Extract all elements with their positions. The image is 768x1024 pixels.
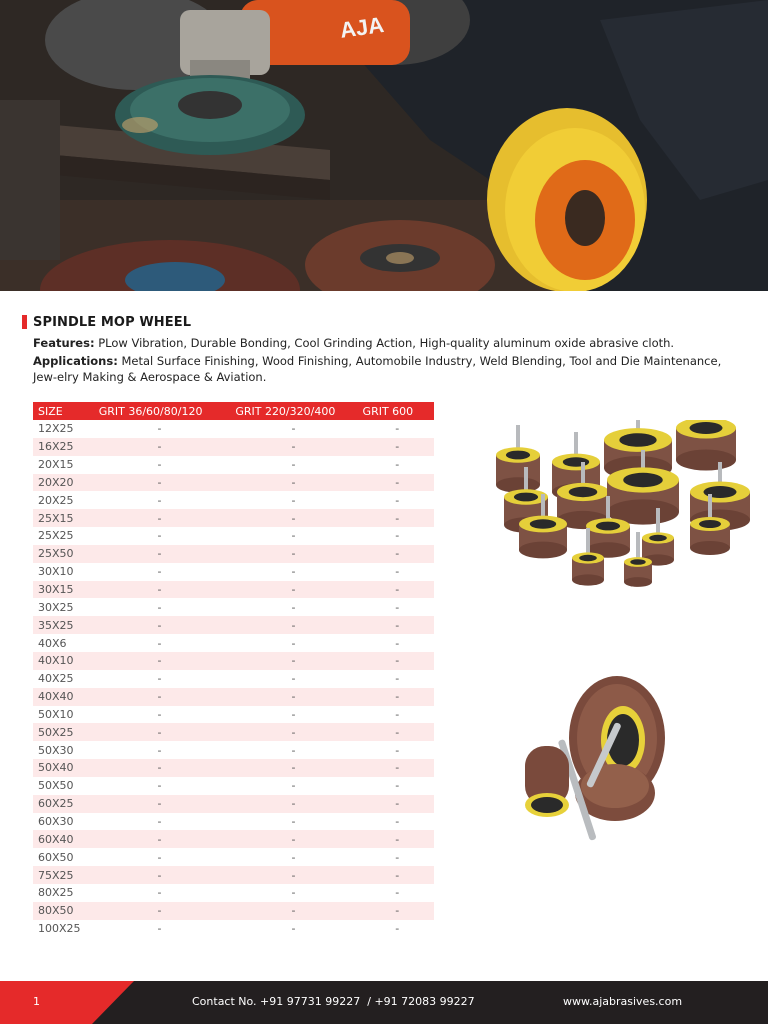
cell-size: 50X50 <box>38 779 74 793</box>
cell-grit-220-400: - <box>226 688 360 706</box>
page-number: 1 <box>33 995 40 1008</box>
cell-size: 16X25 <box>33 438 93 456</box>
cell-grit-220-400: - <box>291 922 296 936</box>
footer-accent-slant <box>92 981 134 1024</box>
cell-grit-600: - <box>395 743 400 757</box>
table-row <box>33 884 434 902</box>
cell-size: 50X25 <box>33 723 93 741</box>
cell-grit-36-120: - <box>157 886 162 900</box>
cell-grit-600: - <box>395 672 400 686</box>
features-paragraph <box>33 335 723 351</box>
cell-grit-36-120: - <box>93 438 227 456</box>
cell-grit-220-400: - <box>291 814 296 828</box>
cell-grit-220-400: - <box>226 902 360 920</box>
website-link[interactable]: www.ajabrasives.com <box>563 995 683 1008</box>
cell-grit-220-400: - <box>226 723 360 741</box>
table-row <box>33 420 434 438</box>
cell-grit-220-400: - <box>226 509 360 527</box>
cell-grit-220-400: - <box>291 458 296 472</box>
cell-grit-600: - <box>361 509 434 527</box>
cell-grit-600: - <box>395 565 400 579</box>
cell-grit-36-120: - <box>157 707 162 721</box>
table-row <box>33 634 434 652</box>
table-row <box>33 456 434 474</box>
table-row <box>33 795 434 813</box>
cell-grit-600: - <box>361 866 434 884</box>
cell-grit-600: - <box>361 795 434 813</box>
cell-grit-220-400: - <box>226 866 360 884</box>
cell-grit-36-120: - <box>157 600 162 614</box>
cell-grit-220-400: - <box>291 565 296 579</box>
cell-size: 100X25 <box>38 922 81 936</box>
cell-size: 75X25 <box>33 866 93 884</box>
footer-accent <box>0 981 92 1024</box>
cell-grit-600: - <box>395 422 400 436</box>
cell-grit-36-120: - <box>93 545 227 563</box>
cell-size: 30X15 <box>33 581 93 599</box>
cell-grit-36-120: - <box>93 616 227 634</box>
cell-grit-36-120: - <box>93 474 227 492</box>
cell-size: 35X25 <box>33 616 93 634</box>
cell-grit-600: - <box>395 636 400 650</box>
cell-grit-600: - <box>395 458 400 472</box>
table-row <box>33 830 434 848</box>
cell-grit-220-400: - <box>291 672 296 686</box>
cell-grit-220-400: - <box>291 743 296 757</box>
cell-size: 60X50 <box>38 850 74 864</box>
table-row <box>33 527 434 545</box>
cell-grit-220-400: - <box>226 545 360 563</box>
section-heading <box>22 314 191 330</box>
cell-grit-600: - <box>361 759 434 777</box>
cell-grit-600: - <box>395 600 400 614</box>
cell-grit-220-400: - <box>226 616 360 634</box>
cell-size: 50X10 <box>38 707 74 721</box>
cell-grit-36-120: - <box>157 850 162 864</box>
cell-grit-36-120: - <box>93 830 227 848</box>
cell-grit-36-120: - <box>157 743 162 757</box>
cell-size: 40X40 <box>33 688 93 706</box>
cell-grit-220-400: - <box>226 830 360 848</box>
cell-grit-600: - <box>361 652 434 670</box>
table-row <box>33 616 434 634</box>
product-image-group <box>488 420 756 616</box>
cell-grit-220-400: - <box>291 600 296 614</box>
cell-size: 50X30 <box>38 743 74 757</box>
cell-grit-220-400: - <box>291 850 296 864</box>
table-row <box>33 652 434 670</box>
cell-grit-36-120: - <box>93 509 227 527</box>
cell-size: 50X40 <box>33 759 93 777</box>
cell-grit-600: - <box>361 902 434 920</box>
table-row <box>33 777 434 795</box>
page-title: SPINDLE MOP WHEEL <box>33 314 192 330</box>
header-size: SIZE <box>33 402 93 420</box>
size-grit-table <box>33 402 434 937</box>
table-row <box>33 509 434 527</box>
table-row <box>33 545 434 563</box>
cell-size: 25X15 <box>33 509 93 527</box>
cell-grit-36-120: - <box>93 866 227 884</box>
features-text: PLow Vibration, Durable Bonding, Cool Grinding Action, High-quality aluminum oxide abrasive cloth. <box>94 336 675 350</box>
cell-grit-36-120: - <box>93 759 227 777</box>
cell-grit-36-120: - <box>157 565 162 579</box>
cell-size: 12X25 <box>38 422 74 436</box>
cell-grit-220-400: - <box>291 529 296 543</box>
cell-grit-36-120: - <box>157 458 162 472</box>
header-grit-600: GRIT 600 <box>361 402 434 420</box>
table-row <box>33 688 434 706</box>
cell-grit-600: - <box>395 850 400 864</box>
cell-grit-600: - <box>395 529 400 543</box>
cell-size: 30X10 <box>38 565 74 579</box>
cell-grit-220-400: - <box>226 474 360 492</box>
cell-grit-600: - <box>361 723 434 741</box>
cell-grit-220-400: - <box>226 581 360 599</box>
contact-numbers: Contact No. +91 97731 99227 / +91 72083 99227 <box>192 995 475 1008</box>
table-row <box>33 848 434 866</box>
cell-grit-36-120: - <box>93 795 227 813</box>
table-row <box>33 474 434 492</box>
cell-size: 40X25 <box>38 672 74 686</box>
applications-text: Metal Surface Finishing, Wood Finishing, Automobile Industry, Weld Blending, Tool and Die Maintenance, Jew-elry Making & Aerospace & Aviation. <box>33 354 722 384</box>
table-row <box>33 723 434 741</box>
cell-size: 20X15 <box>38 458 74 472</box>
cell-grit-220-400: - <box>226 438 360 456</box>
table-row <box>33 759 434 777</box>
cell-grit-36-120: - <box>157 779 162 793</box>
table-row <box>33 920 434 938</box>
heading-marker <box>22 315 27 329</box>
applications-label: Applications: <box>33 354 118 368</box>
table-row <box>33 813 434 831</box>
cell-size: 80X50 <box>33 902 93 920</box>
cell-grit-220-400: - <box>291 636 296 650</box>
cell-grit-220-400: - <box>291 886 296 900</box>
table-row <box>33 581 434 599</box>
cell-size: 30X25 <box>38 600 74 614</box>
cell-grit-220-400: - <box>291 779 296 793</box>
cell-grit-600: - <box>361 616 434 634</box>
table-row <box>33 706 434 724</box>
cell-size: 60X40 <box>33 830 93 848</box>
cell-size: 25X50 <box>33 545 93 563</box>
hero-image <box>0 0 768 291</box>
table-row <box>33 491 434 509</box>
table-row <box>33 902 434 920</box>
cell-size: 20X25 <box>38 493 74 507</box>
cell-grit-220-400: - <box>226 652 360 670</box>
cell-size: 60X25 <box>33 795 93 813</box>
cell-grit-36-120: - <box>157 493 162 507</box>
cell-grit-600: - <box>361 688 434 706</box>
cell-grit-220-400: - <box>226 759 360 777</box>
table-row <box>33 670 434 688</box>
table-header-row <box>33 402 434 420</box>
cell-grit-600: - <box>361 830 434 848</box>
features-label: Features: <box>33 336 95 350</box>
cell-grit-36-120: - <box>93 581 227 599</box>
table-body <box>33 420 434 937</box>
cell-grit-36-120: - <box>157 672 162 686</box>
cell-size: 20X20 <box>33 474 93 492</box>
table-row <box>33 438 434 456</box>
cell-grit-600: - <box>361 545 434 563</box>
cell-size: 40X10 <box>33 652 93 670</box>
table-row <box>33 866 434 884</box>
cell-grit-600: - <box>395 779 400 793</box>
cell-grit-36-120: - <box>93 723 227 741</box>
cell-grit-600: - <box>395 814 400 828</box>
table-row <box>33 563 434 581</box>
cell-grit-600: - <box>395 493 400 507</box>
table-row <box>33 741 434 759</box>
cell-size: 80X25 <box>38 886 74 900</box>
cell-grit-36-120: - <box>157 529 162 543</box>
cell-grit-36-120: - <box>93 902 227 920</box>
page-footer <box>0 981 768 1024</box>
cell-grit-36-120: - <box>157 922 162 936</box>
cell-grit-36-120: - <box>93 652 227 670</box>
header-grit-36-120: GRIT 36/60/80/120 <box>93 402 227 420</box>
cell-grit-36-120: - <box>157 814 162 828</box>
header-grit-220-400: GRIT 220/320/400 <box>226 402 360 420</box>
cell-grit-600: - <box>395 886 400 900</box>
cell-grit-600: - <box>395 707 400 721</box>
cell-grit-36-120: - <box>157 422 162 436</box>
cell-size: 60X30 <box>38 814 74 828</box>
hero-logo-mark: AJA <box>338 11 386 43</box>
cell-size: 40X6 <box>38 636 67 650</box>
product-image-pair <box>515 668 665 856</box>
cell-grit-600: - <box>361 581 434 599</box>
cell-grit-220-400: - <box>291 422 296 436</box>
cell-grit-220-400: - <box>291 707 296 721</box>
table-row <box>33 598 434 616</box>
cell-grit-36-120: - <box>93 688 227 706</box>
cell-grit-600: - <box>361 474 434 492</box>
cell-grit-220-400: - <box>226 795 360 813</box>
applications-paragraph <box>33 353 723 385</box>
cell-grit-220-400: - <box>291 493 296 507</box>
cell-size: 25X25 <box>38 529 74 543</box>
cell-grit-36-120: - <box>157 636 162 650</box>
cell-grit-600: - <box>395 922 400 936</box>
cell-grit-600: - <box>361 438 434 456</box>
